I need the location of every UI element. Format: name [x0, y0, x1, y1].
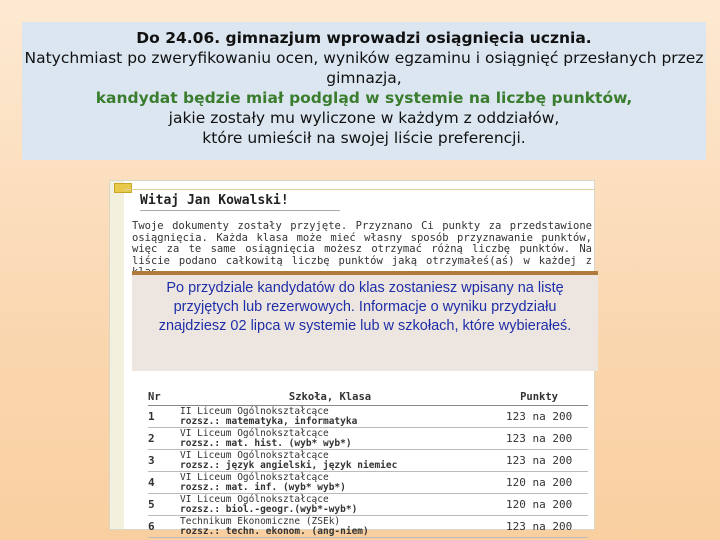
table-row — [148, 494, 588, 516]
row-school: Technikum Ekonomiczne (ZSEk) rozsz.: techn. ekonom. (ang-niem) — [180, 515, 369, 537]
table-row — [148, 516, 588, 538]
banner-line-4: jakie zostały mu wyliczone w każdym z oddziałów, — [168, 109, 560, 127]
banner-line-3: kandydat będzie miał podgląd w systemie na liczbę punktów, — [95, 89, 633, 107]
row-school: VI Liceum Ogólnokształcące rozsz.: mat. inf. (wyb* wyb*) — [180, 471, 346, 493]
row-nr: 6 — [148, 520, 155, 533]
header-school: Szkoła, Klasa — [288, 391, 372, 403]
row-nr: 2 — [148, 432, 155, 445]
table-row — [148, 428, 588, 450]
row-points: 123 na 200 — [506, 454, 573, 467]
header-nr: Nr — [148, 391, 161, 403]
points-table — [148, 391, 588, 538]
top-divider — [124, 189, 594, 190]
row-nr: 3 — [148, 454, 155, 467]
documents-info-text: Twoje dokumenty zostały przyjęte. Przyznano Ci punkty za przedstawione osiągnięcia. Każda klasa może mieć własny sposób przyznawanie punktów, więc za te same osiągnięcia możesz otrzymać różną liczbę punktów. Na liście podano całkowitą liczbę punktów jaką otrzymałeś(aś) w każdej z — [132, 220, 592, 267]
row-points: 120 na 200 — [506, 476, 573, 489]
row-school: VI Liceum Ogólnokształcące rozsz.: język angielski, język niemiec — [180, 449, 398, 471]
corner-tab-icon — [114, 183, 132, 193]
system-screenshot — [109, 180, 595, 537]
table-row — [148, 406, 588, 428]
banner-line-1: Do 24.06. gimnazjum wprowadzi osiągnięcia ucznia. — [136, 29, 592, 47]
row-school: II Liceum Ogólnokształcące rozsz.: matematyka, informatyka — [180, 405, 358, 427]
header-points: Punkty — [520, 391, 558, 403]
greeting-heading: Witaj Jan Kowalski! — [140, 193, 340, 211]
row-school: VI Liceum Ogólnokształcące rozsz.: biol.-geogr.(wyb*-wyb*) — [180, 493, 358, 515]
row-points: 123 na 200 — [506, 520, 573, 533]
row-points: 123 na 200 — [506, 410, 573, 423]
banner-line-5: które umieścił na swojej liście preferencji. — [202, 129, 526, 147]
row-nr: 5 — [148, 498, 155, 511]
row-school: VI Liceum Ogólnokształcące rozsz.: mat. hist. (wyb* wyb*) — [180, 427, 352, 449]
banner-line-2: Natychmiast po zweryfikowaniu ocen, wyników egzaminu i osiągnięć przesłanych przez gimnazja, — [24, 49, 704, 87]
row-nr: 1 — [148, 410, 155, 423]
sidebar-strip — [110, 181, 124, 529]
table-row — [148, 472, 588, 494]
row-points: 120 na 200 — [506, 498, 573, 511]
assignment-notice: Po przydziale kandydatów do klas zostaniesz wpisany na listę przyjętych lub rezerwowych. Informacje o wyniku przydziału znajdziesz 02 lipca w systemie lub w szkołach, które wybierałeś. — [132, 271, 598, 371]
row-nr: 4 — [148, 476, 155, 489]
info-banner — [22, 22, 706, 160]
row-points: 123 na 200 — [506, 432, 573, 445]
table-header — [148, 391, 588, 406]
table-row — [148, 450, 588, 472]
